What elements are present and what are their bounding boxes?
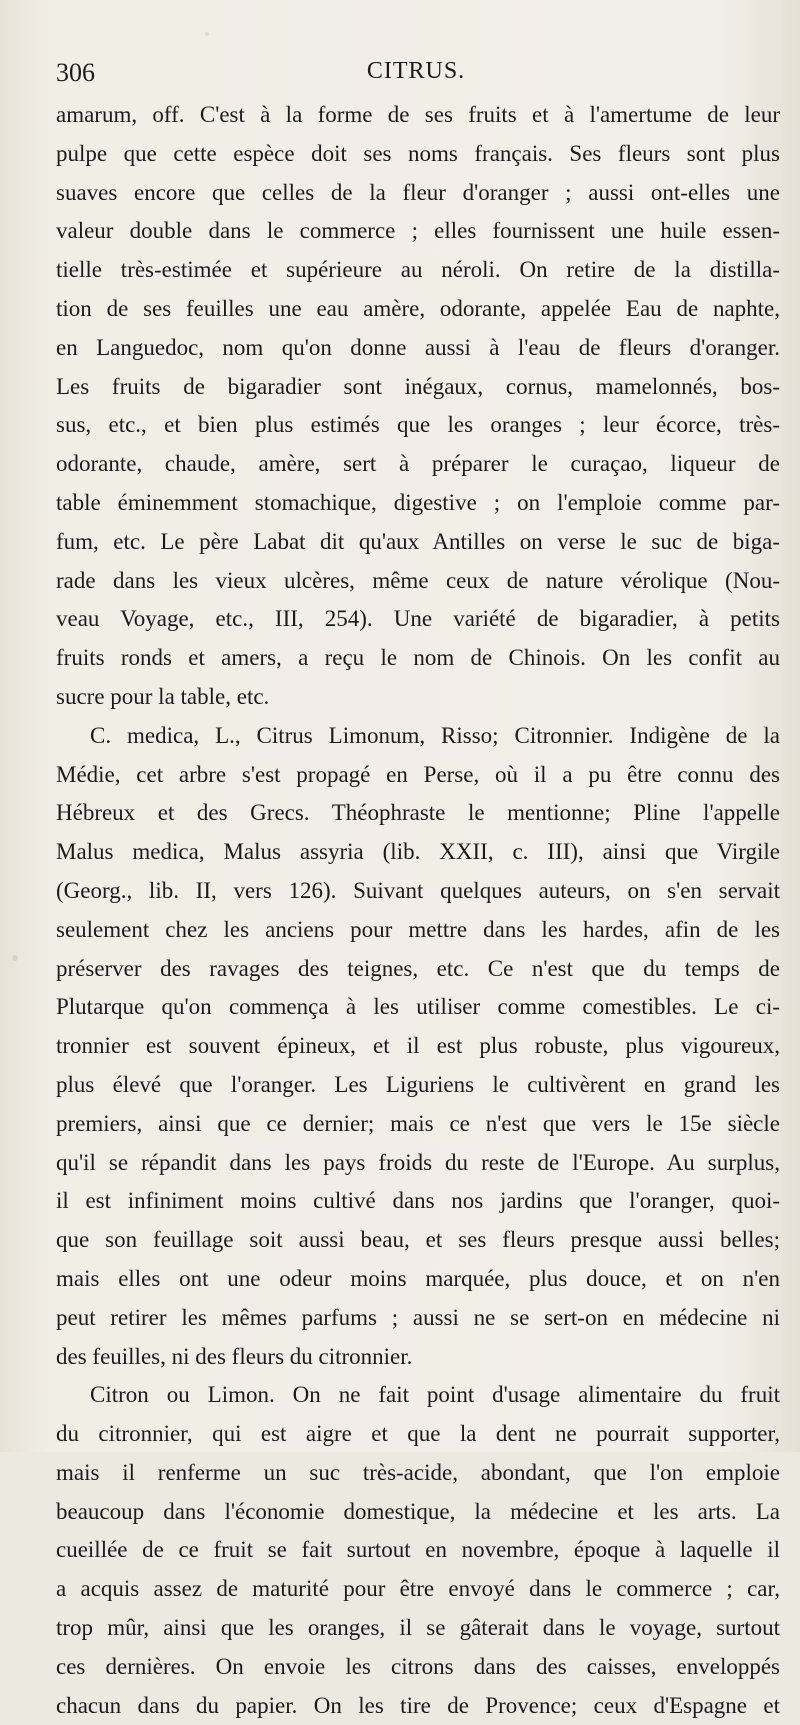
text-line: tronnier est souvent épineux, et il est plus robuste, plus vigoureux, <box>56 1033 780 1059</box>
text-line: préserver des ravages des teignes, etc. Ce n'est que du temps de <box>56 955 780 981</box>
text-line: amarum, off. C'est à la forme de ses fruits et à l'amertume de leur <box>56 102 780 127</box>
text-line: (Georg., lib. II, vers 126). Suivant quelques auteurs, on s'en servait <box>56 877 780 903</box>
text-line: des feuilles, ni des fleurs du citronnier. <box>56 1343 413 1369</box>
text-line: plus élevé que l'oranger. Les Liguriens le cultivèrent en grand les <box>56 1071 780 1097</box>
text-line: Malus medica, Malus assyria (lib. XXII, c. III), ainsi que Virgile <box>56 839 780 865</box>
text-line: table éminemment stomachique, digestive ; on l'emploie comme par- <box>56 489 780 515</box>
text-line: beaucoup dans l'économie domestique, la médecine et les arts. La <box>56 1498 780 1524</box>
text-line: Les fruits de bigaradier sont inégaux, cornus, mamelonnés, bos- <box>56 373 780 399</box>
text-line: mais il renferme un suc très-acide, abondant, que l'on emploie <box>56 1459 780 1485</box>
text-line: a acquis assez de maturité pour être envoyé dans le commerce ; car, <box>56 1576 780 1602</box>
text-line: tion de ses feuilles une eau amère, odorante, appelée Eau de naphte, <box>56 295 780 321</box>
text-line: trop mûr, ainsi que les oranges, il se gâterait dans le voyage, surtout <box>56 1615 780 1641</box>
text-line: veau Voyage, etc., III, 254). Une variété de bigaradier, à petits <box>56 606 780 632</box>
text-line: odorante, chaude, amère, sert à préparer le curaçao, liqueur de <box>56 451 780 477</box>
page-smudge <box>205 32 209 36</box>
text-line: chacun dans du papier. On les tire de Provence; ceux d'Espagne et <box>56 1692 780 1718</box>
text-line: sucre pour la table, etc. <box>56 683 270 709</box>
text-line: tielle très-estimée et supérieure au néroli. On retire de la distilla- <box>56 257 780 283</box>
text-line: en Languedoc, nom qu'on donne aussi à l'eau de fleurs d'oranger. <box>56 334 780 360</box>
text-line: rade dans les vieux ulcères, même ceux de nature vérolique (Nou- <box>56 567 780 593</box>
text-line: fruits ronds et amers, a reçu le nom de Chinois. On les confit au <box>56 645 780 671</box>
text-line: mais elles ont une odeur moins marquée, plus douce, et on n'en <box>56 1265 780 1291</box>
text-line: Plutarque qu'on commença à les utiliser comme comestibles. Le ci- <box>56 994 780 1020</box>
body-text <box>56 96 780 1725</box>
text-line: ces dernières. On envoie les citrons dans des caisses, enveloppés <box>56 1653 780 1679</box>
text-line: suaves encore que celles de la fleur d'oranger ; aussi ont-elles une <box>56 179 780 205</box>
text-line: Médie, cet arbre s'est propagé en Perse, où il a pu être connu des <box>56 761 780 787</box>
text-line: cueillée de ce fruit se fait surtout en novembre, époque à laquelle il <box>56 1537 780 1563</box>
text-line: que son feuillage soit aussi beau, et ses fleurs presque aussi belles; <box>56 1227 780 1253</box>
text-line: peut retirer les mêmes parfums ; aussi ne se sert-on en médecine ni <box>56 1304 780 1330</box>
text-line: premiers, ainsi que ce dernier; mais ce n'est que vers le 15e siècle <box>56 1110 780 1136</box>
text-line: Citron ou Limon. On ne fait point d'usage alimentaire du fruit <box>90 1382 780 1408</box>
text-line: pulpe que cette espèce doit ses noms français. Ses fleurs sont plus <box>56 140 780 166</box>
text-line: Hébreux et des Grecs. Théophraste le mentionne; Pline l'appelle <box>56 800 780 826</box>
page-number: 306 <box>56 58 95 87</box>
text-line: qu'il se répandit dans les pays froids du reste de l'Europe. Au surplus, <box>56 1149 780 1175</box>
text-line: il est infiniment moins cultivé dans nos jardins que l'oranger, quoi- <box>56 1188 780 1214</box>
text-line: seulement chez les anciens pour mettre dans les hardes, afin de les <box>56 916 780 942</box>
page-header <box>56 56 776 92</box>
text-line: valeur double dans le commerce ; elles fournissent une huile essen- <box>56 218 780 244</box>
text-line: C. medica, L., Citrus Limonum, Risso; Citronnier. Indigène de la <box>90 722 780 748</box>
text-line: du citronnier, qui est aigre et que la dent ne pourrait supporter, <box>56 1421 780 1447</box>
text-line: fum, etc. Le père Labat dit qu'aux Antilles on verse le suc de biga- <box>56 528 780 554</box>
text-line: sus, etc., et bien plus estimés que les oranges ; leur écorce, très- <box>56 412 780 438</box>
running-head: CITRUS. <box>366 58 466 84</box>
page-smudge <box>12 955 18 961</box>
